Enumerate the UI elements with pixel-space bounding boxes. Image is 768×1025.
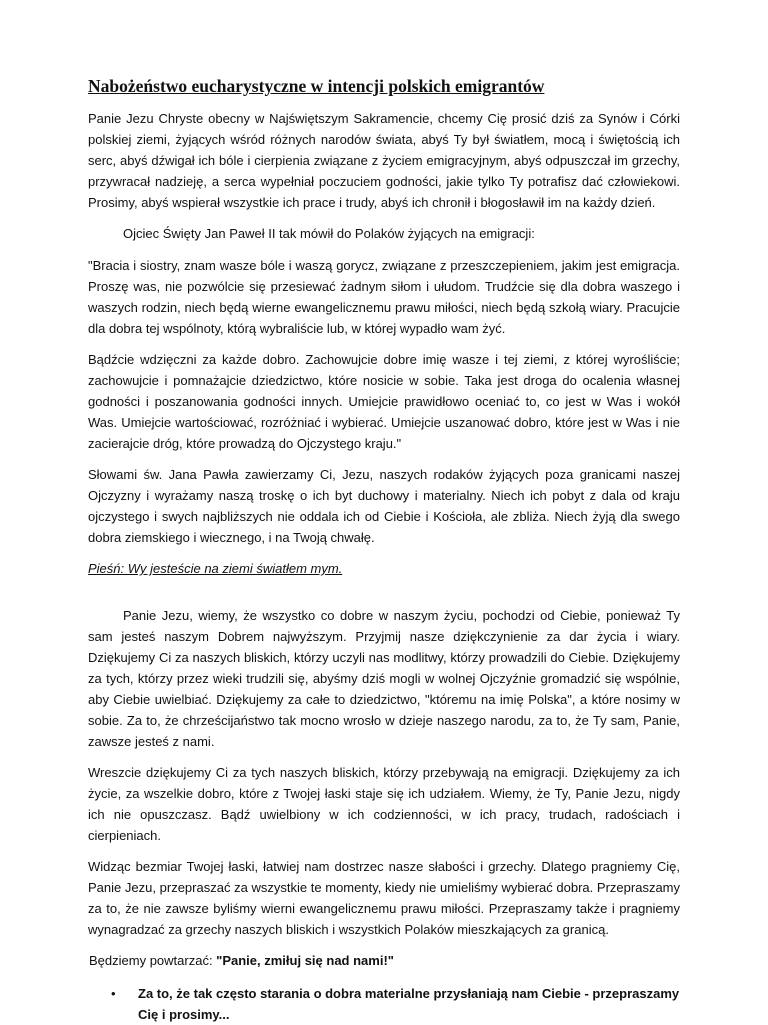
song-title: Pieśń: Wy jesteście na ziemi światłem mym. xyxy=(88,561,343,576)
response-prefix: Będziemy powtarzać: xyxy=(89,953,217,968)
bullet-icon: • xyxy=(111,986,116,1001)
paragraph-apology: Widząc bezmiar Twojej łaski, łatwiej nam dostrzec nasze słabości i grzechy. Dlatego pragniemy Cię, Panie Jezu, przepraszać za wszystkie te momenty, kiedy nie umieliśmy wybierać dobra. Przepraszamy za to, że nie zawsze byliśmy wierni ewangelicznemu prawu miłości. Przepraszamy także i pragniemy wynagradzać za grzechy naszych bliskich i wszystkich Polaków mieszkających za granicą. xyxy=(88,859,680,937)
paragraph-pope-intro: Ojciec Święty Jan Paweł II tak mówił do Polaków żyjących na emigracji: xyxy=(123,226,535,241)
litany-item-text: Za to, że tak często starania o dobra materialne przysłaniają nam Ciebie - przepraszamy Cię i prosimy... xyxy=(138,986,680,1022)
paragraph-thanksgiving: Panie Jezu, wiemy, że wszystko co dobre w naszym życiu, pochodzi od Ciebie, ponieważ Ty sam jesteś naszym Dobrem najwyższym. Przyjmij nasze dziękczynienie za dar życia i wiary. Dziękujemy Ci za naszych bliskich, którzy uczyli nas modlitwy, którzy prowadzili do Ciebie. Dziękujemy za tych, którzy przez wieki trudzili się, abyśmy dziś mogli w wolnej Ojczyźnie gromadzić się wspólnie, aby Ciebie uwielbiać. Dziękujemy za całe to dziedzictwo, "któremu na imię Polska", a które nosimy w sobie. Za to, że chrześcijaństwo tak mocno wrosło w dzieje naszego narodu, za to, że Ty sam, Panie, zawsze jesteś z nami. xyxy=(88,608,680,749)
paragraph-pope-quote-1: "Bracia i siostry, znam wasze bóle i waszą gorycz, związane z przeszczepieniem, jakim jest emigracja. Proszę was, nie pozwólcie się przesiewać żadnym siłom i ułudom. Trudźcie się dla dobra waszego i waszych rodzin, niech będą wierne ewangelicznemu prawu miłości, niech będą szkołą wiary. Pracujcie dla dobra tej wspólnoty, którą wybraliście lub, w której wypadło wam żyć. xyxy=(88,258,680,336)
paragraph-intro-prayer: Panie Jezu Chryste obecny w Najświętszym Sakramencie, chcemy Cię prosić dziś za Synów i Córki polskiej ziemi, żyjących wśród różnych narodów świata, abyś Ty był światłem, mocą i świętością ich serc, abyś dźwigał ich bóle i cierpienia związane z życiem emigracyjnym, abyś odpuszczał im grzechy, przywracał nadzieję, a serca wypełniał poczuciem godności, jakie tylko Ty potrafisz dać człowiekowi. Prosimy, abyś wspierał wszystkie ich prace i trudy, abyś ich chronił i błogosławił im na każdy dzień. xyxy=(88,111,680,210)
paragraph-emigrants-thanks: Wreszcie dziękujemy Ci za tych naszych bliskich, którzy przebywają na emigracji. Dziękujemy za ich życie, za wszelkie dobro, które z Twojej łaski staje się ich udziałem. Wiemy, że Ty, Panie Jezu, nigdy ich nie opuszczasz. Bądź uwielbiony w ich codzienności, w ich pracy, trudach, radościach i cierpieniach. xyxy=(88,765,680,843)
document-title: Nabożeństwo eucharystyczne w intencji polskich emigrantów xyxy=(88,76,545,96)
paragraph-entrustment: Słowami św. Jana Pawła zawierzamy Ci, Jezu, naszych rodaków żyjących poza granicami naszej Ojczyzny i wyrażamy naszą troskę o ich byt duchowy i materialny. Niech ich pobyt z dala od kraju ojczystego i swych najbliższych nie oddala ich od Ciebie i Kościoła, ale zbliża. Niech żyją dla swego dobra ziemskiego i wiecznego, i na Twoją chwałę. xyxy=(88,467,680,545)
paragraph-pope-quote-2: Bądźcie wdzięczni za każde dobro. Zachowujcie dobre imię wasze i tej ziemi, z której wyrośliście; zachowujcie i pomnażajcie dziedzictwo, które nosicie w sobie. Taka jest droga do ocalenia własnej godności i poszanowania godności innych. Umiejcie prawidłowo oceniać to, co jest w Was i wokół Was. Umiejcie wartościować, rozróżniać i wybierać. Umiejcie uszanować dobro, które jest w Was i nie zacierajcie dróg, które prowadzą do Ojczystego kraju." xyxy=(88,352,680,451)
document-page xyxy=(88,74,680,1025)
litany-list xyxy=(88,983,680,1025)
response-text: "Panie, zmiłuj się nad nami!" xyxy=(216,953,394,968)
response-instruction xyxy=(88,950,680,971)
litany-item xyxy=(88,983,680,1025)
